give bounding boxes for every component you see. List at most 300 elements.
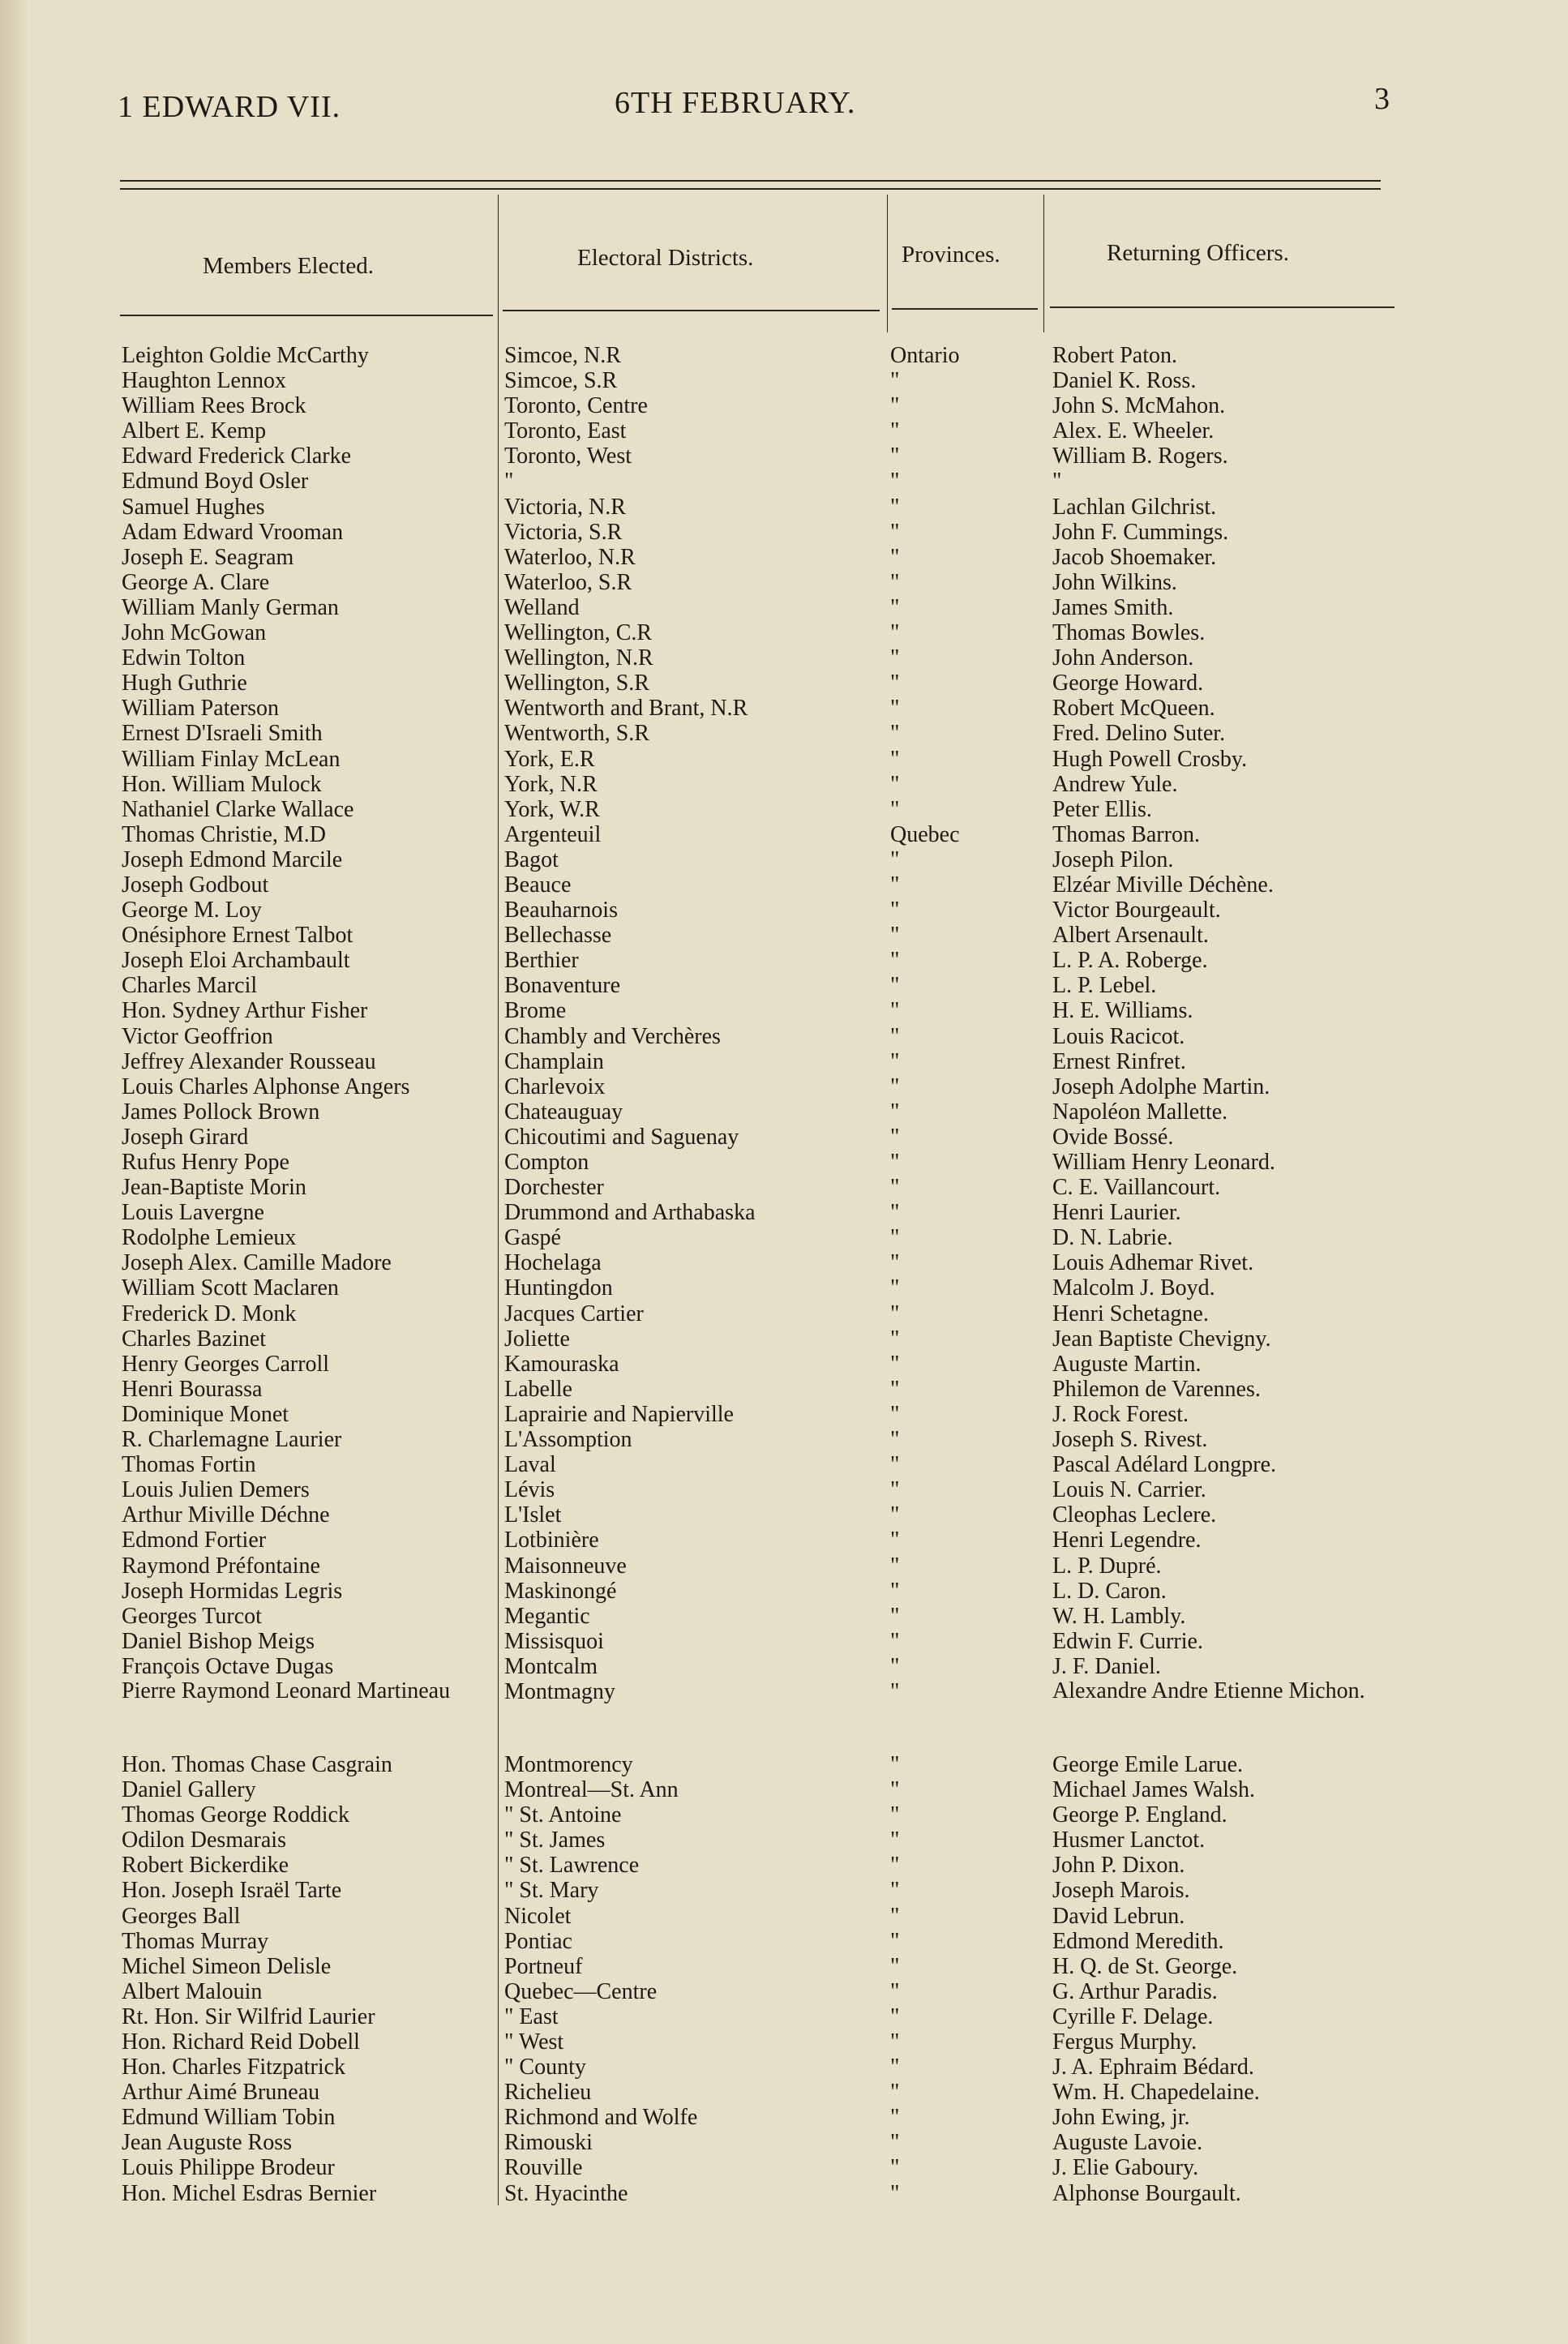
province: " [890, 1777, 900, 1803]
province: " [890, 1275, 900, 1301]
table-row [0, 1352, 1568, 1377]
table-row [0, 393, 1568, 418]
returning-officer: Cyrille F. Delage. [1052, 2003, 1214, 2029]
returning-officer: Louis Racicot. [1052, 1023, 1185, 1049]
table-row [0, 1777, 1568, 1802]
province: " [890, 1528, 900, 1553]
electoral-district: Hochelaga [504, 1250, 602, 1276]
returning-officer: James Smith. [1052, 594, 1174, 620]
electoral-district: Wentworth, S.R [504, 721, 649, 747]
column-header-districts: Electoral Districts. [577, 245, 754, 271]
table-row [0, 469, 1568, 494]
province: " [890, 1878, 900, 1904]
table-row [0, 1579, 1568, 1604]
returning-officer: J. Elie Gaboury. [1052, 2155, 1199, 2181]
province: " [890, 872, 900, 898]
returning-officer: Jean Baptiste Chevigny. [1052, 1326, 1271, 1352]
province: " [890, 1326, 900, 1352]
member-name: Joseph Edmond Marcile [122, 846, 343, 872]
province: " [890, 469, 900, 495]
returning-officer: J. F. Daniel. [1052, 1653, 1161, 1679]
electoral-district: Champlain [504, 1048, 604, 1074]
province: " [890, 1928, 900, 1954]
member-name: Daniel Bishop Meigs [122, 1628, 315, 1654]
member-name: Jeffrey Alexander Rousseau [122, 1048, 376, 1074]
table-row [0, 772, 1568, 797]
electoral-district: Rimouski [504, 2130, 593, 2156]
province: " [890, 898, 900, 923]
member-name: François Octave Dugas [122, 1653, 334, 1679]
returning-officer: George Howard. [1052, 671, 1204, 696]
returning-officer: Michael James Walsh. [1052, 1777, 1255, 1803]
member-name: Arthur Aimé Bruneau [122, 2080, 320, 2106]
table-row [0, 645, 1568, 671]
table-row [0, 1125, 1568, 1150]
province: " [890, 2180, 900, 2206]
electoral-district: Huntingdon [504, 1275, 613, 1301]
province: " [890, 1250, 900, 1276]
returning-officer: Fergus Murphy. [1052, 2029, 1197, 2055]
province: " [890, 671, 900, 696]
province: " [890, 998, 900, 1024]
province: " [890, 1903, 900, 1929]
table-row [0, 1853, 1568, 1878]
table-row [0, 1679, 1568, 1744]
province: " [890, 1427, 900, 1453]
electoral-district: " [504, 469, 514, 495]
table-row [0, 1074, 1568, 1099]
table-row [0, 1377, 1568, 1402]
column-divider-2 [887, 195, 888, 332]
returning-officer: Andrew Yule. [1052, 771, 1178, 797]
members-header-underline [120, 315, 493, 316]
province: " [890, 569, 900, 595]
member-name: William Manly German [122, 594, 339, 620]
member-name: Robert Bickerdike [122, 1853, 289, 1879]
province: " [890, 721, 900, 747]
province: " [890, 1578, 900, 1604]
member-name: Joseph Alex. Camille Madore [122, 1250, 392, 1276]
province: " [890, 1477, 900, 1503]
electoral-district: Maisonneuve [504, 1553, 627, 1579]
returning-officer: Elzéar Miville Déchène. [1052, 872, 1274, 898]
province: " [890, 1953, 900, 1979]
province: " [890, 2003, 900, 2029]
returning-officer: Henri Laurier. [1052, 1200, 1181, 1226]
province: " [890, 1301, 900, 1326]
table-row [0, 1275, 1568, 1301]
member-name: Louis Lavergne [122, 1200, 264, 1226]
returning-officer: L. D. Caron. [1052, 1578, 1167, 1604]
member-name: Hon. William Mulock [122, 771, 322, 797]
table-row [0, 1502, 1568, 1528]
table-row [0, 1979, 1568, 2004]
member-name: Louis Julien Demers [122, 1477, 310, 1503]
province: " [890, 1603, 900, 1629]
province: " [890, 594, 900, 620]
returning-officer: Robert Paton. [1052, 343, 1177, 368]
electoral-district: Montmagny [504, 1678, 615, 1704]
table-row [0, 1200, 1568, 1225]
province: " [890, 771, 900, 797]
member-name: Joseph Godbout [122, 872, 269, 898]
table-row [0, 923, 1568, 948]
table-row [0, 1904, 1568, 1929]
returning-officer: Henri Legendre. [1052, 1528, 1202, 1553]
member-name: William Rees Brock [122, 393, 306, 419]
returning-officer: Ernest Rinfret. [1052, 1048, 1186, 1074]
province: " [890, 645, 900, 671]
electoral-district: Chambly and Verchères [504, 1023, 721, 1049]
member-name: Daniel Gallery [122, 1777, 256, 1803]
electoral-district: Wellington, C.R [504, 620, 653, 646]
table-row [0, 973, 1568, 998]
table-row [0, 545, 1568, 570]
electoral-district: " St. Lawrence [504, 1853, 640, 1879]
province: " [890, 1099, 900, 1125]
electoral-district: Simcoe, S.R [504, 368, 618, 394]
member-name: Albert Malouin [122, 1978, 263, 2004]
province: " [890, 1124, 900, 1150]
table-row [0, 2004, 1568, 2029]
returning-officer: L. P. Dupré. [1052, 1553, 1162, 1579]
table-row [0, 343, 1568, 368]
returning-officer: C. E. Vaillancourt. [1052, 1175, 1221, 1201]
electoral-district: Richelieu [504, 2080, 592, 2106]
province: " [890, 2029, 900, 2055]
member-name: James Pollock Brown [122, 1099, 320, 1125]
returning-officer: John Wilkins. [1052, 569, 1177, 595]
electoral-district: Brome [504, 998, 567, 1024]
electoral-district: Wellington, S.R [504, 671, 649, 696]
electoral-district: Lotbinière [504, 1528, 599, 1553]
province: " [890, 1678, 900, 1704]
returning-officer: H. Q. de St. George. [1052, 1953, 1238, 1979]
electoral-district: Montcalm [504, 1653, 598, 1679]
province: " [890, 696, 900, 722]
table-row [0, 1954, 1568, 1979]
electoral-district: Waterloo, S.R [504, 569, 632, 595]
running-header [0, 81, 1568, 130]
returning-officer: Philemon de Varennes. [1052, 1376, 1261, 1402]
electoral-district: Maskinongé [504, 1578, 617, 1604]
table-row [0, 872, 1568, 898]
member-name: Rodolphe Lemieux [122, 1225, 297, 1251]
electoral-district: Bellechasse [504, 923, 612, 949]
returning-officer: Napoléon Mallette. [1052, 1099, 1228, 1125]
province: " [890, 620, 900, 646]
electoral-district: Charlevoix [504, 1073, 606, 1099]
electoral-district: Chateauguay [504, 1099, 623, 1125]
table-row [0, 1024, 1568, 1049]
returning-officer: G. Arthur Paradis. [1052, 1978, 1218, 2004]
province: " [890, 393, 900, 419]
electoral-district: Toronto, West [504, 444, 632, 469]
table-row [0, 1654, 1568, 1679]
member-name: Haughton Lennox [122, 368, 286, 394]
province: " [890, 1978, 900, 2004]
returning-officer: John S. McMahon. [1052, 393, 1226, 419]
electoral-district: " St. Mary [504, 1878, 599, 1904]
table-row [0, 1553, 1568, 1579]
province: " [890, 1502, 900, 1528]
member-name: Georges Turcot [122, 1603, 262, 1629]
electoral-district: " West [504, 2029, 564, 2055]
returning-officer: John Ewing, jr. [1052, 2105, 1190, 2131]
province: " [890, 2130, 900, 2156]
member-name: Joseph Eloi Archambault [122, 948, 350, 974]
electoral-district: Richmond and Wolfe [504, 2105, 698, 2131]
returning-officer: L. P. A. Roberge. [1052, 948, 1208, 974]
member-name: Hon. Joseph Israël Tarte [122, 1878, 342, 1904]
electoral-district: Simcoe, N.R [504, 343, 621, 368]
table-row [0, 1301, 1568, 1326]
province: " [890, 418, 900, 444]
electoral-district: L'Assomption [504, 1427, 632, 1453]
member-name: William Scott Maclaren [122, 1275, 339, 1301]
header-rule-top [120, 180, 1381, 182]
electoral-district: Lévis [504, 1477, 555, 1503]
returning-officer: William B. Rogers. [1052, 444, 1228, 469]
province: " [890, 1351, 900, 1377]
table-row [0, 1225, 1568, 1250]
member-name: John McGowan [122, 620, 267, 646]
member-name: Thomas Christie, M.D [122, 821, 326, 847]
table-row [0, 2055, 1568, 2080]
table-row [0, 1629, 1568, 1654]
member-name: Thomas Murray [122, 1928, 269, 1954]
member-name: Jean-Baptiste Morin [122, 1175, 306, 1201]
returning-officer: Victor Bourgeault. [1052, 898, 1221, 923]
province: " [890, 1150, 900, 1175]
officers-header-underline [1050, 306, 1394, 308]
table-row [0, 898, 1568, 923]
electoral-district: Montreal—St. Ann [504, 1777, 679, 1803]
returning-officer: Daniel K. Ross. [1052, 368, 1197, 394]
province: " [890, 1553, 900, 1579]
province: " [890, 846, 900, 872]
table-row [0, 418, 1568, 444]
province: " [890, 544, 900, 570]
returning-officer: Lachlan Gilchrist. [1052, 494, 1217, 520]
member-name: Albert E. Kemp [122, 418, 267, 444]
returning-officer: David Lebrun. [1052, 1903, 1185, 1929]
electoral-district: York, N.R [504, 771, 598, 797]
member-name: Pierre Raymond Leonard Martineau [122, 1678, 451, 1703]
electoral-district: Jacques Cartier [504, 1301, 644, 1326]
electoral-district: Labelle [504, 1376, 572, 1402]
table-row [0, 696, 1568, 721]
province: Quebec [890, 821, 960, 847]
returning-officer: D. N. Labrie. [1052, 1225, 1173, 1251]
province: " [890, 948, 900, 974]
province: " [890, 444, 900, 469]
electoral-district: " St. Antoine [504, 1802, 622, 1828]
table-row [0, 671, 1568, 696]
member-name: Hon. Thomas Chase Casgrain [122, 1751, 392, 1777]
province: " [890, 1376, 900, 1402]
returning-officer: Louis N. Carrier. [1052, 1477, 1206, 1503]
electoral-district: Waterloo, N.R [504, 544, 636, 570]
province: " [890, 494, 900, 520]
returning-officer: Hugh Powell Crosby. [1052, 746, 1248, 772]
province: " [890, 368, 900, 394]
returning-officer: Thomas Bowles. [1052, 620, 1206, 646]
column-header-members: Members Elected. [203, 253, 374, 279]
electoral-district: Pontiac [504, 1928, 572, 1954]
returning-officer: Alexandre Andre Etienne Michon. [1052, 1678, 1365, 1703]
electoral-district: Argenteuil [504, 821, 602, 847]
header-regnal-year: 1 EDWARD VII. [118, 90, 341, 124]
member-name: Hon. Richard Reid Dobell [122, 2029, 360, 2055]
electoral-district: York, W.R [504, 796, 600, 822]
member-name: Hugh Guthrie [122, 671, 247, 696]
table-row [0, 1452, 1568, 1477]
electoral-district: Quebec—Centre [504, 1978, 658, 2004]
member-name: Raymond Préfontaine [122, 1553, 320, 1579]
province: " [890, 1452, 900, 1478]
returning-officer: J. Rock Forest. [1052, 1401, 1189, 1427]
member-name: Edward Frederick Clarke [122, 444, 351, 469]
returning-officer: John Anderson. [1052, 645, 1194, 671]
member-name: R. Charlemagne Laurier [122, 1427, 342, 1453]
province: " [890, 2080, 900, 2106]
electoral-district: Beauce [504, 872, 572, 898]
returning-officer: W. H. Lambly. [1052, 1603, 1186, 1629]
table-row [0, 747, 1568, 772]
returning-officer: H. E. Williams. [1052, 998, 1193, 1024]
member-name: Joseph E. Seagram [122, 544, 294, 570]
table-row [0, 1250, 1568, 1275]
province: " [890, 1073, 900, 1099]
province: " [890, 746, 900, 772]
province: " [890, 1802, 900, 1828]
member-name: William Finlay McLean [122, 746, 341, 772]
member-name: Hon. Michel Esdras Bernier [122, 2180, 377, 2206]
member-name: Joseph Girard [122, 1124, 249, 1150]
table-row [0, 721, 1568, 746]
table-row [0, 368, 1568, 393]
returning-officer: Alex. E. Wheeler. [1052, 418, 1215, 444]
table-row [0, 1802, 1568, 1828]
province: " [890, 1828, 900, 1853]
electoral-district: St. Hyacinthe [504, 2180, 628, 2206]
member-name: Louis Charles Alphonse Angers [122, 1073, 410, 1099]
member-name: Leighton Goldie McCarthy [122, 343, 369, 368]
electoral-district: Missisquoi [504, 1628, 604, 1654]
returning-officer: J. A. Ephraim Bédard. [1052, 2055, 1254, 2080]
returning-officer: Cleophas Leclere. [1052, 1502, 1217, 1528]
electoral-district: Toronto, East [504, 418, 627, 444]
returning-officer: Henri Schetagne. [1052, 1301, 1209, 1326]
table-row [0, 822, 1568, 847]
returning-officer: Albert Arsenault. [1052, 923, 1209, 949]
returning-officer: Auguste Martin. [1052, 1351, 1202, 1377]
returning-officer: Joseph S. Rivest. [1052, 1427, 1208, 1453]
member-name: Henry Georges Carroll [122, 1351, 330, 1377]
member-name: Nathaniel Clarke Wallace [122, 796, 354, 822]
returning-officer: Husmer Lanctot. [1052, 1828, 1206, 1853]
table-row [0, 1929, 1568, 1954]
electoral-district: Montmorency [504, 1751, 633, 1777]
electoral-district: Drummond and Arthabaska [504, 1200, 756, 1226]
province: " [890, 2055, 900, 2080]
returning-officer: Fred. Delino Suter. [1052, 721, 1226, 747]
table-row [0, 797, 1568, 822]
member-name: Thomas George Roddick [122, 1802, 349, 1828]
table-row [0, 1427, 1568, 1452]
returning-officer: Edmond Meredith. [1052, 1928, 1224, 1954]
districts-header-underline [503, 310, 880, 311]
electoral-district: Joliette [504, 1326, 570, 1352]
province: " [890, 1653, 900, 1679]
province: " [890, 973, 900, 999]
member-name: Onésiphore Ernest Talbot [122, 923, 353, 949]
member-name: Thomas Fortin [122, 1452, 256, 1478]
electoral-district: " St. James [504, 1828, 606, 1853]
electoral-district: " East [504, 2003, 559, 2029]
electoral-district: Beauharnois [504, 898, 618, 923]
member-name: Frederick D. Monk [122, 1301, 297, 1326]
returning-officer: Pascal Adélard Longpre. [1052, 1452, 1277, 1478]
member-name: Henri Bourassa [122, 1376, 263, 1402]
electoral-district: Portneuf [504, 1953, 583, 1979]
table-row [0, 1828, 1568, 1853]
member-name: Edmund Boyd Osler [122, 469, 309, 495]
table-row [0, 2181, 1568, 2206]
table-row [0, 1528, 1568, 1553]
page-number: 3 [1374, 82, 1390, 116]
table-row [0, 620, 1568, 645]
member-name: Edmund William Tobin [122, 2105, 336, 2131]
member-name: Rufus Henry Pope [122, 1150, 289, 1175]
electoral-district: Wentworth and Brant, N.R [504, 696, 748, 722]
returning-officer: Auguste Lavoie. [1052, 2130, 1203, 2156]
member-name: Ernest D'Israeli Smith [122, 721, 323, 747]
province: " [890, 2105, 900, 2131]
table-row [0, 998, 1568, 1023]
returning-officer: George P. England. [1052, 1802, 1227, 1828]
member-name: Samuel Hughes [122, 494, 265, 520]
table-row [0, 1175, 1568, 1200]
returning-officer: Thomas Barron. [1052, 821, 1200, 847]
table-row [0, 1049, 1568, 1074]
electoral-district: " County [504, 2055, 586, 2080]
electoral-district: Compton [504, 1150, 589, 1175]
province: " [890, 1175, 900, 1201]
table-row [0, 1604, 1568, 1629]
electoral-district: Victoria, N.R [504, 494, 626, 520]
province: " [890, 1751, 900, 1777]
table-row [0, 1150, 1568, 1175]
electoral-district: Dorchester [504, 1175, 604, 1201]
returning-officer: Malcolm J. Boyd. [1052, 1275, 1215, 1301]
table-row [0, 2029, 1568, 2055]
table-row [0, 2155, 1568, 2180]
member-name: Joseph Hormidas Legris [122, 1578, 343, 1604]
member-name: Charles Marcil [122, 973, 258, 999]
electoral-district: Victoria, S.R [504, 519, 623, 545]
returning-officer: George Emile Larue. [1052, 1751, 1244, 1777]
province: " [890, 519, 900, 545]
returning-officer: Alphonse Bourgault. [1052, 2180, 1241, 2206]
member-name: Louis Philippe Brodeur [122, 2155, 335, 2181]
member-name: Adam Edward Vrooman [122, 519, 344, 545]
member-name: Dominique Monet [122, 1401, 289, 1427]
returning-officer: Robert McQueen. [1052, 696, 1215, 722]
province: " [890, 1628, 900, 1654]
table-row [0, 2130, 1568, 2155]
